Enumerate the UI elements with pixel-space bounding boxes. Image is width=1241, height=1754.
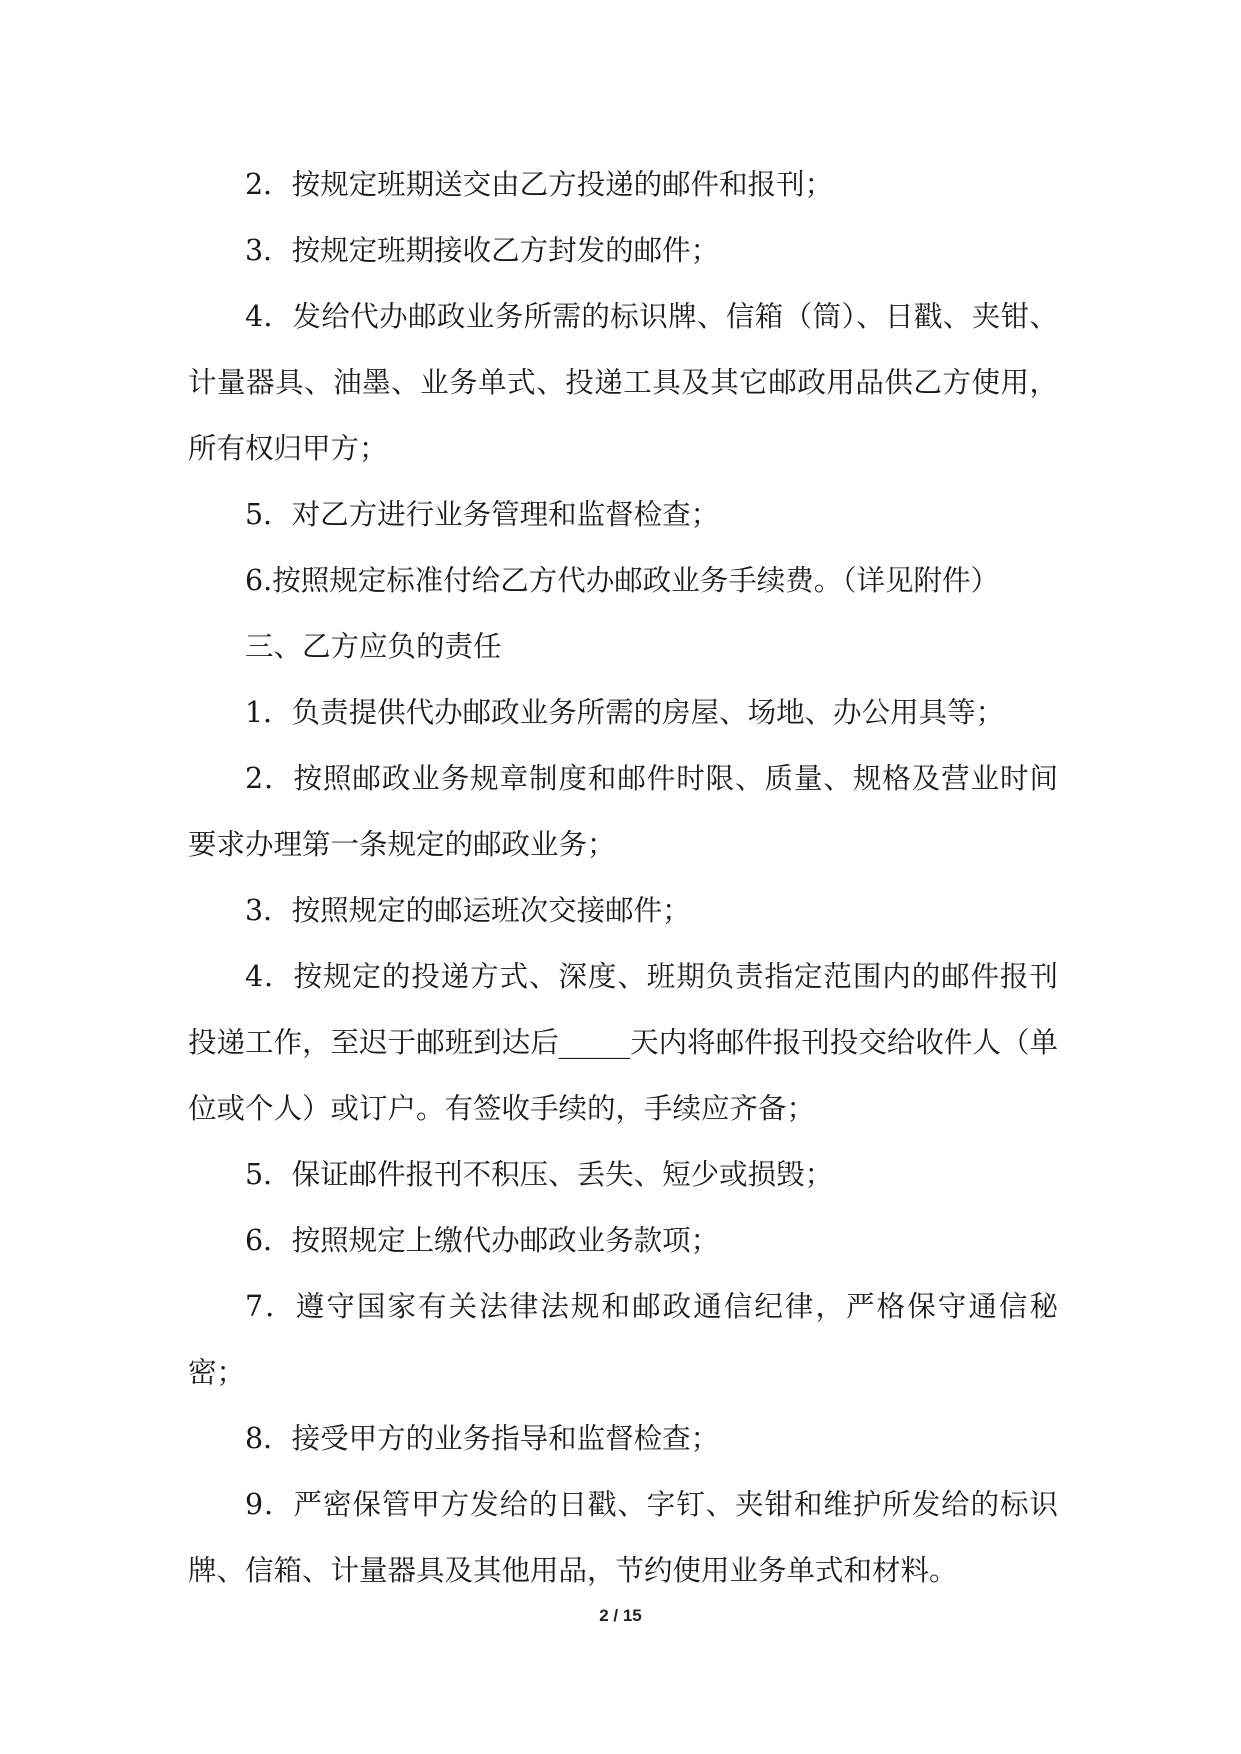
- paragraph-item-b9: 9．严密保管甲方发给的日戳、字钉、夹钳和维护所发给的标识牌、信箱、计量器具及其他用品，节约使用业务单式和材料。: [188, 1488, 1058, 1587]
- paragraph-item-3: 3．按规定班期接收乙方封发的邮件；: [245, 234, 720, 267]
- paragraph-item-b5: 5．保证邮件报刊不积压、丢失、短少或损毁；: [245, 1158, 834, 1191]
- paragraph-item-b1: 1．负责提供代办邮政业务所需的房屋、场地、办公用具等；: [245, 696, 1005, 729]
- paragraph-item-b2: 2．按照邮政业务规章制度和邮件时限、质量、规格及营业时间要求办理第一条规定的邮政业务；: [188, 762, 1058, 861]
- paragraph-item-4: 4．发给代办邮政业务所需的标识牌、信箱（筒）、日戳、夹钳、计量器具、油墨、业务单式、投递工具及其它邮政用品供乙方使用，所有权归甲方；: [188, 300, 1058, 465]
- paragraph-item-b3: 3．按照规定的邮运班次交接邮件；: [245, 894, 691, 927]
- paragraph-item-5: 5．对乙方进行业务管理和监督检查；: [245, 498, 720, 531]
- paragraph-item-b7: 7．遵守国家有关法律法规和邮政通信纪律，严格保守通信秘密；: [188, 1290, 1058, 1389]
- paragraph-item-b4: 4．按规定的投递方式、深度、班期负责指定范围内的邮件报刊投递工作，至迟于邮班到达后_____天内将邮件报刊投交给收件人（单位或个人）或订户。有签收手续的，手续应齐备；: [188, 960, 1058, 1125]
- paragraph-item-b8: 8．接受甲方的业务指导和监督检查；: [245, 1422, 720, 1455]
- section-heading: 三、乙方应负的责任: [245, 630, 502, 663]
- document-body: [188, 152, 1058, 1604]
- paragraph-item-6: 6.按照规定标准付给乙方代办邮政业务手续费。（详见附件）: [245, 564, 999, 597]
- paragraph-item-b6: 6．按照规定上缴代办邮政业务款项；: [245, 1224, 720, 1257]
- page-number: 2 / 15: [599, 1606, 642, 1625]
- paragraph-item-2: 2．按规定班期送交由乙方投递的邮件和报刊；: [245, 168, 834, 201]
